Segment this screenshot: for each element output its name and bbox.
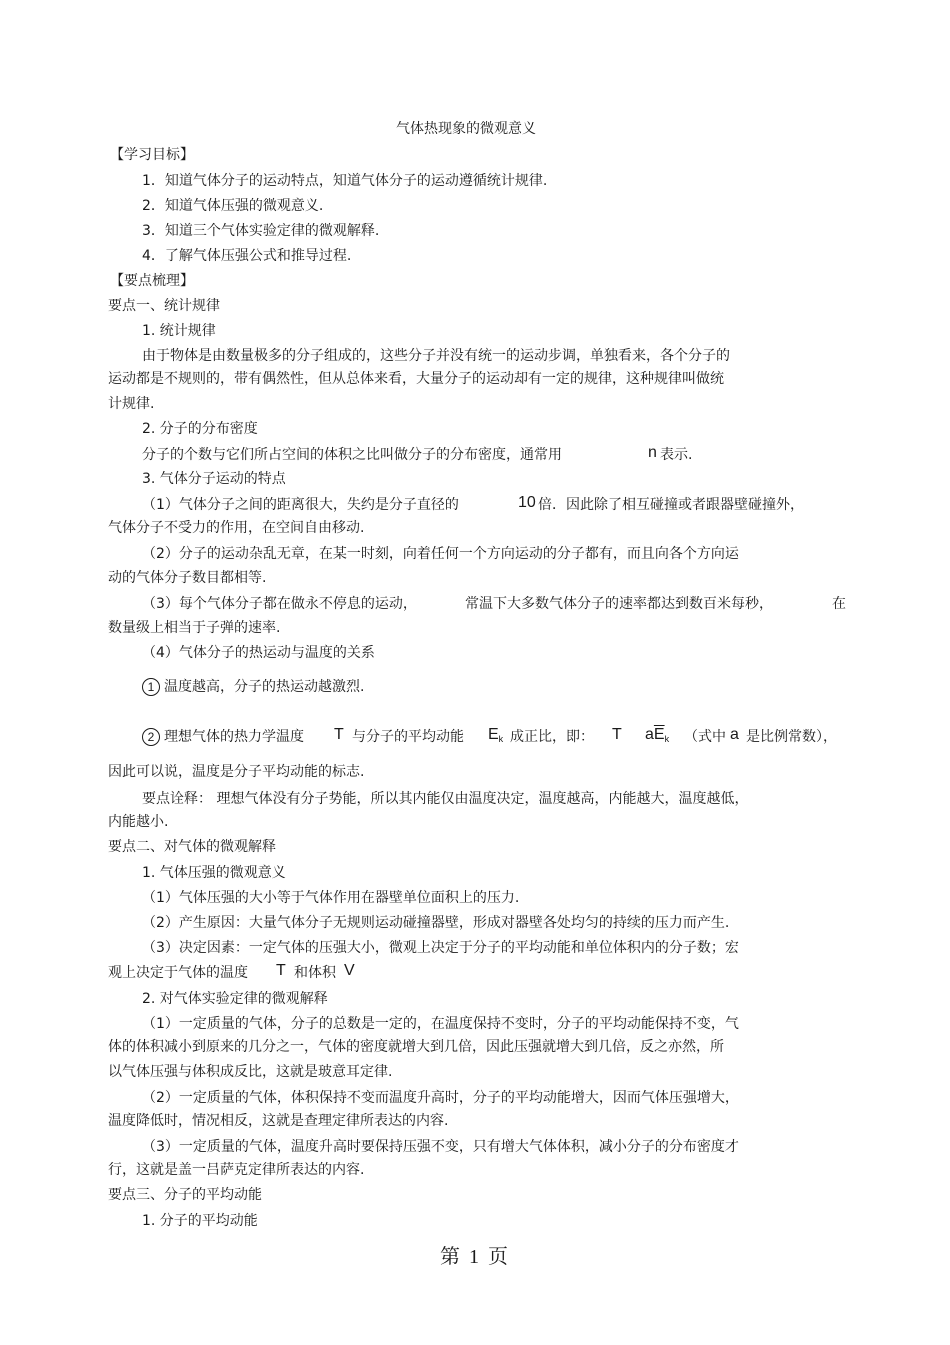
paragraph-line: 运动都是不规则的，带有偶然性，但从总体来看，大量分子的运动却有一定的规律，这种规律叫做统 — [108, 371, 724, 387]
item-text: 与分子的平均动能 — [352, 729, 464, 745]
point2-heading: 要点二、对气体的微观解释 — [108, 839, 276, 855]
variable-n: n — [648, 444, 657, 461]
paragraph-line: 倍．因此除了相互碰撞或者跟器壁碰撞外， — [538, 497, 804, 513]
paragraph-line: 数量级上相当于子弹的速率. — [108, 620, 281, 636]
paragraph-line: 行，这就是盖一吕萨克定律所表达的内容. — [108, 1162, 365, 1178]
paragraph-line: 因此可以说，温度是分子平均动能的标志. — [108, 764, 365, 780]
symbol-T: T — [276, 962, 286, 979]
paragraph-line: 和体积 — [294, 965, 336, 981]
paragraph-line: （1）气体压强的大小等于气体作用在器壁单位面积上的压力. — [142, 890, 520, 906]
section-title: 1. 统计规律 — [142, 323, 216, 339]
item-text: （式中 — [684, 729, 726, 745]
point1-heading: 要点一、统计规律 — [108, 298, 220, 314]
paragraph-line: 动的气体分子数目都相等. — [108, 570, 267, 586]
paragraph-line: 计规律. — [108, 396, 155, 412]
summary-heading: 【要点梳理】 — [110, 273, 194, 289]
point3-heading: 要点三、分子的平均动能 — [108, 1187, 262, 1203]
paragraph-line: （3）每个气体分子都在做永不停息的运动， — [142, 596, 417, 612]
paragraph-line: 气体分子不受力的作用，在空间自由移动. — [108, 520, 365, 536]
circled-item-2 — [142, 728, 164, 746]
page-title: 气体热现象的微观意义 — [396, 121, 536, 137]
objective-item: 2．知道气体压强的微观意义. — [142, 198, 324, 214]
paragraph-line: （2）产生原因：大量气体分子无规则运动碰撞器壁，形成对器壁各处均匀的持续的压力而产生. — [142, 915, 730, 931]
number-10: 10 — [518, 494, 536, 511]
section-title: 1. 分子的平均动能 — [142, 1213, 258, 1229]
objective-item: 4．了解气体压强公式和推导过程. — [142, 248, 352, 264]
paragraph-line: 观上决定于气体的温度 — [108, 965, 248, 981]
section-title: 2. 对气体实验定律的微观解释 — [142, 991, 328, 1007]
paragraph-line: （3）决定因素：一定气体的压强大小，微观上决定于分子的平均动能和单位体积内的分子数；宏 — [142, 940, 739, 956]
symbol-V: V — [344, 962, 355, 979]
paragraph-line: 表示. — [660, 447, 693, 463]
section-title: 2. 分子的分布密度 — [142, 421, 258, 437]
formula-aEk: $a\overline{E}_k$ — [645, 726, 670, 744]
section-title: 3. 气体分子运动的特点 — [142, 471, 286, 487]
paragraph-line: 温度降低时，情况相反，这就是查理定律所表达的内容. — [108, 1113, 449, 1129]
paragraph-line: （4）气体分子的热运动与温度的关系 — [142, 645, 375, 661]
note-line: 内能越小. — [108, 814, 169, 830]
paragraph-line: （2）一定质量的气体，体积保持不变而温度升高时，分子的平均动能增大，因而气体压强增大， — [142, 1090, 739, 1106]
item-text: 温度越高，分子的热运动越激烈. — [164, 679, 365, 695]
symbol-T: T — [612, 726, 622, 743]
paragraph-line: （2）分子的运动杂乱无章，在某一时刻，向着任何一个方向运动的分子都有，而且向各个方向运 — [142, 546, 739, 562]
symbol-T: T — [334, 726, 344, 743]
objective-item: 1．知道气体分子的运动特点，知道气体分子的运动遵循统计规律. — [142, 173, 548, 189]
page-footer: 第 1 页 — [440, 1246, 510, 1268]
paragraph-line: 在 — [832, 596, 846, 612]
circled-item-1 — [142, 678, 364, 696]
paragraph-line: （1）一定质量的气体，分子的总数是一定的，在温度保持不变时，分子的平均动能保持不变，气 — [142, 1016, 739, 1032]
objectives-heading: 【学习目标】 — [110, 147, 194, 163]
section-title: 1. 气体压强的微观意义 — [142, 865, 286, 881]
paragraph-line: 分子的个数与它们所占空间的体积之比叫做分子的分布密度，通常用 — [142, 447, 562, 463]
note-line: 要点诠释： 理想气体没有分子势能，所以其内能仅由温度决定，温度越高，内能越大，温度越低， — [142, 791, 749, 807]
symbol-Ek: $E_k$ — [488, 726, 504, 744]
paragraph-line: 以气体压强与体积成反比，这就是玻意耳定律. — [108, 1064, 393, 1080]
item-text: 成正比，即： — [510, 729, 594, 745]
objective-item: 3．知道三个气体实验定律的微观解释. — [142, 223, 380, 239]
symbol-a: a — [730, 726, 739, 743]
circled-number: 2 — [142, 728, 160, 746]
circled-number: 1 — [142, 678, 160, 696]
paragraph-line: 体的体积减小到原来的几分之一，气体的密度就增大到几倍，因此压强就增大到几倍，反之亦然，所 — [108, 1039, 724, 1055]
item-text: 是比例常数）， — [746, 729, 837, 745]
paragraph-line: 由于物体是由数量极多的分子组成的，这些分子并没有统一的运动步调，单独看来，各个分子的 — [142, 348, 730, 364]
paragraph-line: 常温下大多数气体分子的速率都达到数百米每秒， — [465, 596, 773, 612]
item-text: 理想气体的热力学温度 — [164, 729, 304, 745]
paragraph-line: （3）一定质量的气体，温度升高时要保持压强不变，只有增大气体体积，减小分子的分布密度才 — [142, 1139, 739, 1155]
paragraph-line: （1）气体分子之间的距离很大，失约是分子直径的 — [142, 497, 459, 513]
